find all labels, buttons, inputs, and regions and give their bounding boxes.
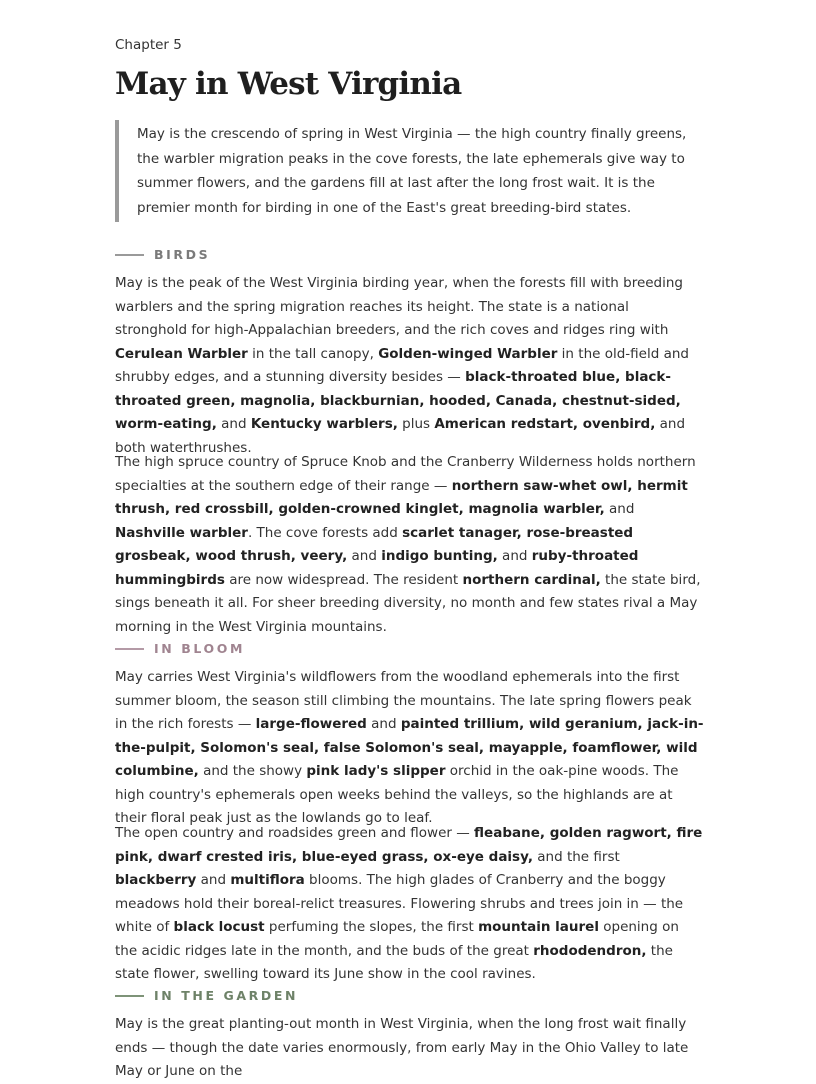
section-heading-birds	[115, 247, 210, 262]
section-heading-birds-label: BIRDS	[154, 247, 211, 262]
heading-rule	[115, 648, 144, 650]
bloom-paragraph-2: The open country and roadsides green and flower — fleabane, golden ragwort, fire pink, dwarf crested iris, blue-eyed grass, ox-eye daisy, and the first blackberry and multiflora blooms. The high glades of Cranberry and the boggy meadows hold their boreal-relict treasures. Flowering shrubs and trees join in — the white of black locust perfuming the slopes, the first mountain laurel opening on the acidic ridges late in the month, and the buds of the great rhododendron, the state flower, swelling toward its June show in the cool ravines.	[115, 825, 703, 982]
birds-paragraph-2: The high spruce country of Spruce Knob and the Cranberry Wilderness holds northern specialties at the southern edge of their range — northern saw-whet owl, hermit thrush, red crossbill, golden-crowned kinglet, magnolia warbler, and Nashville warbler. The cove forests add scarlet tanager, rose-breasted grosbeak, wood thrush, veery, and indigo bunting, and ruby-throated hummingbirds are now widespread. The resident northern cardinal, the state bird, sings beneath it all. For sheer breeding diversity, no month and few states rival a May morning in the West Virginia mountains.	[115, 454, 701, 635]
intro-blockquote: May is the crescendo of spring in West Virginia — the high country finally greens, the warbler migration peaks in the cove forests, the late ephemerals give way to summer flowers, and the gardens fill at last after the long frost wait. It is the premier month for birding in one of the East's great breeding-bird states.	[115, 120, 701, 222]
heading-rule	[115, 995, 144, 997]
chapter-title: May in West Virginia	[115, 66, 462, 102]
bloom-paragraph-1: May carries West Virginia's wildflowers from the woodland ephemerals into the first summer bloom, the season still climbing the mountains. The late spring flowers peak in the rich forests — large-flowered and painted trillium, wild geranium, jack-in-the-pulpit, Solomon's seal, false Solomon's seal, mayapple, foamflower, wild columbine, and the showy pink lady's slipper orchid in the oak-pine woods. The high country's ephemerals open weeks behind the valleys, so the highlands are at their floral peak just as the lowlands go to leaf.	[115, 669, 704, 826]
section-heading-in-bloom-label: IN BLOOM	[154, 641, 246, 656]
birds-paragraph-1: May is the peak of the West Virginia birding year, when the forests fill with breeding warblers and the spring migration reaches its height. The state is a national stronghold for high-Appalachian breeders, and the rich coves and ridges ring with Cerulean Warbler in the tall canopy, Golden-winged Warbler in the old-field and shrubby edges, and a stunning diversity besides — black-throated blue, black-throated green, magnolia, blackburnian, hooded, Canada, chestnut-sided, worm-eating, and Kentucky warblers, plus American redstart, ovenbird, and both waterthrushes.	[115, 275, 689, 456]
section-heading-in-bloom	[115, 641, 245, 656]
heading-rule	[115, 254, 144, 256]
garden-paragraph-1: May is the great planting-out month in West Virginia, when the long frost wait finally ends — though the date varies enormously, from early May in the Ohio Valley to late May or June on the	[115, 1016, 689, 1079]
section-heading-in-the-garden-label: IN THE GARDEN	[154, 988, 299, 1003]
section-heading-in-the-garden	[115, 988, 298, 1003]
chapter-label: Chapter 5	[115, 37, 182, 53]
